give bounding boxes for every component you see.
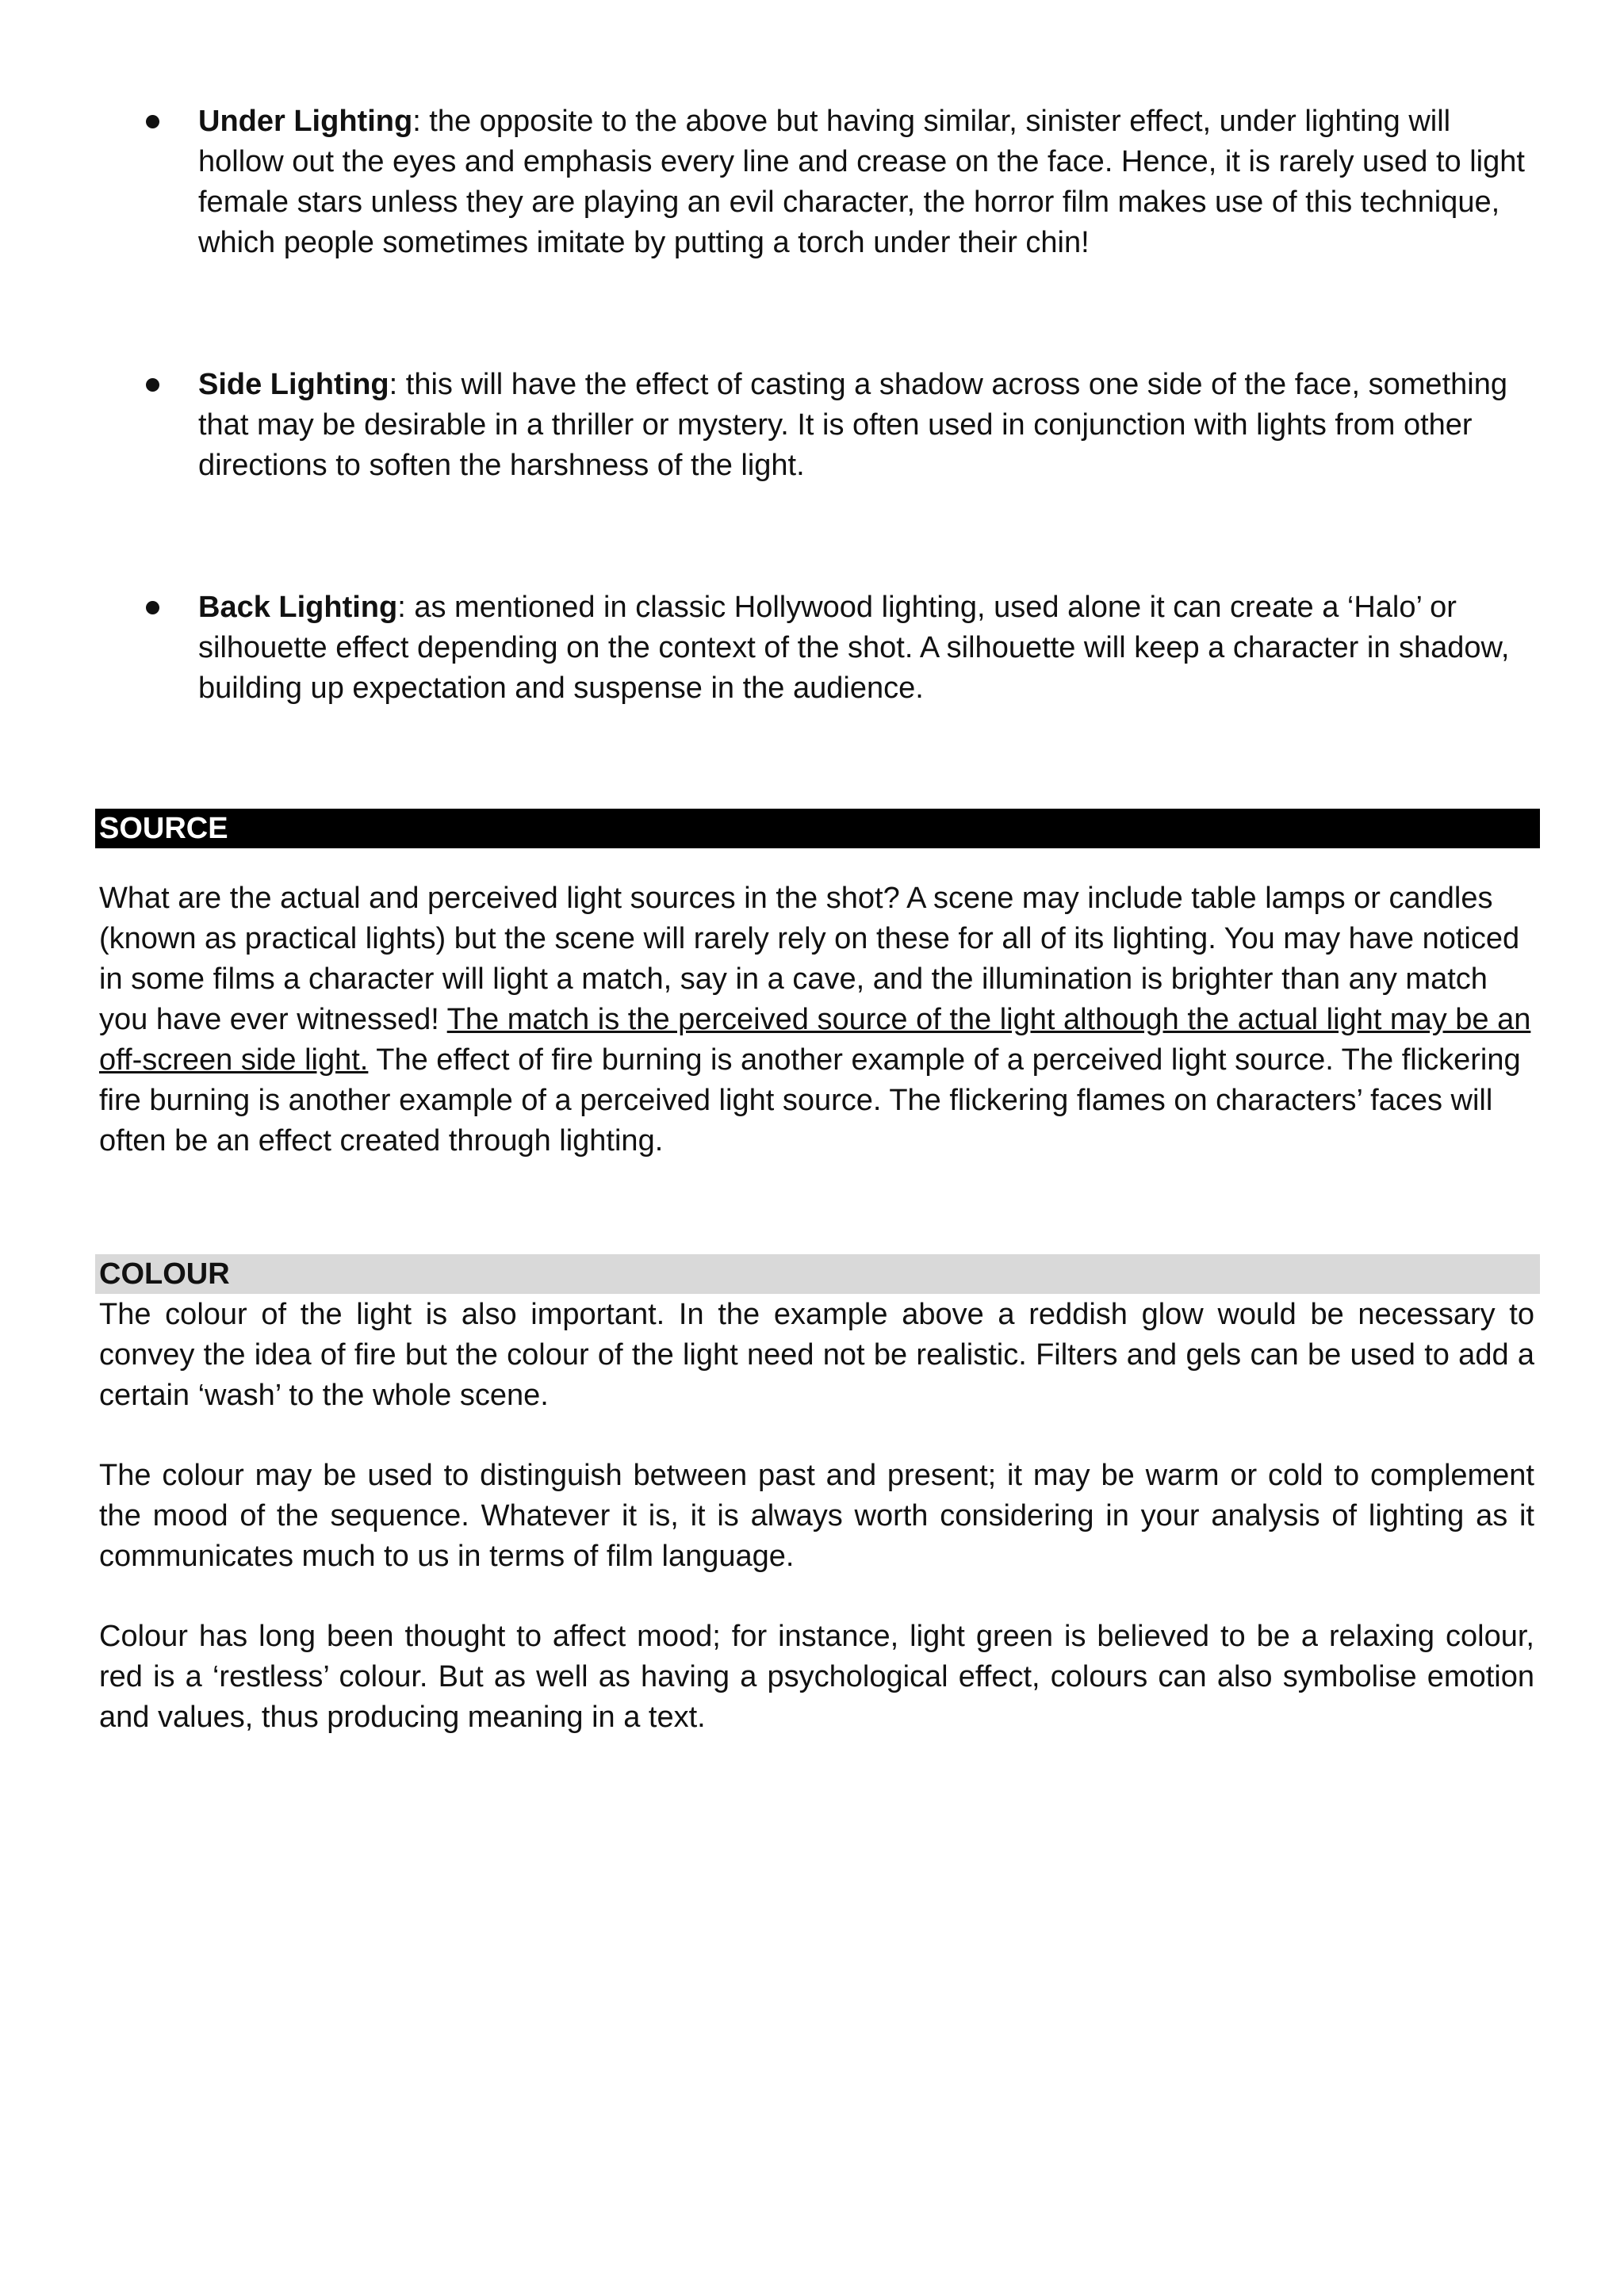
bullet-icon: [146, 115, 159, 128]
bullet-term: Under Lighting: [198, 105, 413, 138]
bullet-text: : this will have the effect of casting a shadow across one side of the face, something that may be desirable in a thriller or mystery. It is often used in conjunction with lights from other directions to soften the harshness of the light.: [198, 368, 1507, 482]
colour-heading: COLOUR: [95, 1254, 1540, 1294]
source-text-underlined: The match is the perceived source of the light although the actual light may be an off-screen side light.: [99, 1003, 1531, 1077]
colour-paragraph-3: Colour has long been thought to affect mood; for instance, light green is believed to be a relaxing colour, red is a ‘restless’ colour. But as well as having a psychological effect, colours can also symbolise emotion and values, thus producing meaning in a text.: [99, 1620, 1534, 1734]
source-heading: SOURCE: [95, 809, 1540, 848]
source-paragraph: [99, 878, 1534, 1161]
bullet-term: Side Lighting: [198, 368, 389, 401]
bullet-term: Back Lighting: [198, 591, 398, 624]
source-text-before: What are the actual and perceived light sources in the shot? A scene may include table lamps or candles (known as practical lights) but the scene will rarely rely on these for all of its lighting. You may have noticed in some films a character will light a match, say in a cave, and the illumination is brighter than any match you have ever witnessed!: [99, 882, 1520, 1036]
colour-paragraph-1: The colour of the light is also important. In the example above a reddish glow would be necessary to convey the idea of fire but the colour of the light need not be realistic. Filters and gels can be used to add a certain ‘wash’ to the whole scene.: [99, 1298, 1534, 1412]
bullet-icon: [146, 378, 159, 392]
lighting-bullet-list: [143, 101, 1538, 263]
bullet-icon: [146, 601, 159, 614]
source-text-after: The effect of fire burning is another example of a perceived light source. The flickering fire burning is another example of a perceived light source. The flickering flames on characters’ faces will often be an effect created through lighting.: [99, 1043, 1521, 1158]
bullet-under-lighting: [143, 101, 1538, 263]
colour-paragraph-2: The colour may be used to distinguish between past and present; it may be warm or cold to complement the mood of the sequence. Whatever it is, it is always worth considering in your analysis of lighting as it communicates much to us in terms of film language.: [99, 1459, 1534, 1573]
bullet-text: : as mentioned in classic Hollywood lighting, used alone it can create a ‘Halo’ or silhouette effect depending on the context of the shot. A silhouette will keep a character in shadow, building up expectation and suspense in the audience.: [198, 591, 1510, 705]
bullet-back-lighting: [143, 587, 1538, 709]
bullet-text: : the opposite to the above but having similar, sinister effect, under lighting will hollow out the eyes and emphasis every line and crease on the face. Hence, it is rarely used to light female stars unless they are playing an evil character, the horror film makes use of this technique, which people sometimes imitate by putting a torch under their chin!: [198, 105, 1525, 259]
lighting-bullet-list-3: [143, 587, 1538, 709]
bullet-side-lighting: [143, 365, 1538, 486]
lighting-bullet-list-2: [143, 365, 1538, 486]
